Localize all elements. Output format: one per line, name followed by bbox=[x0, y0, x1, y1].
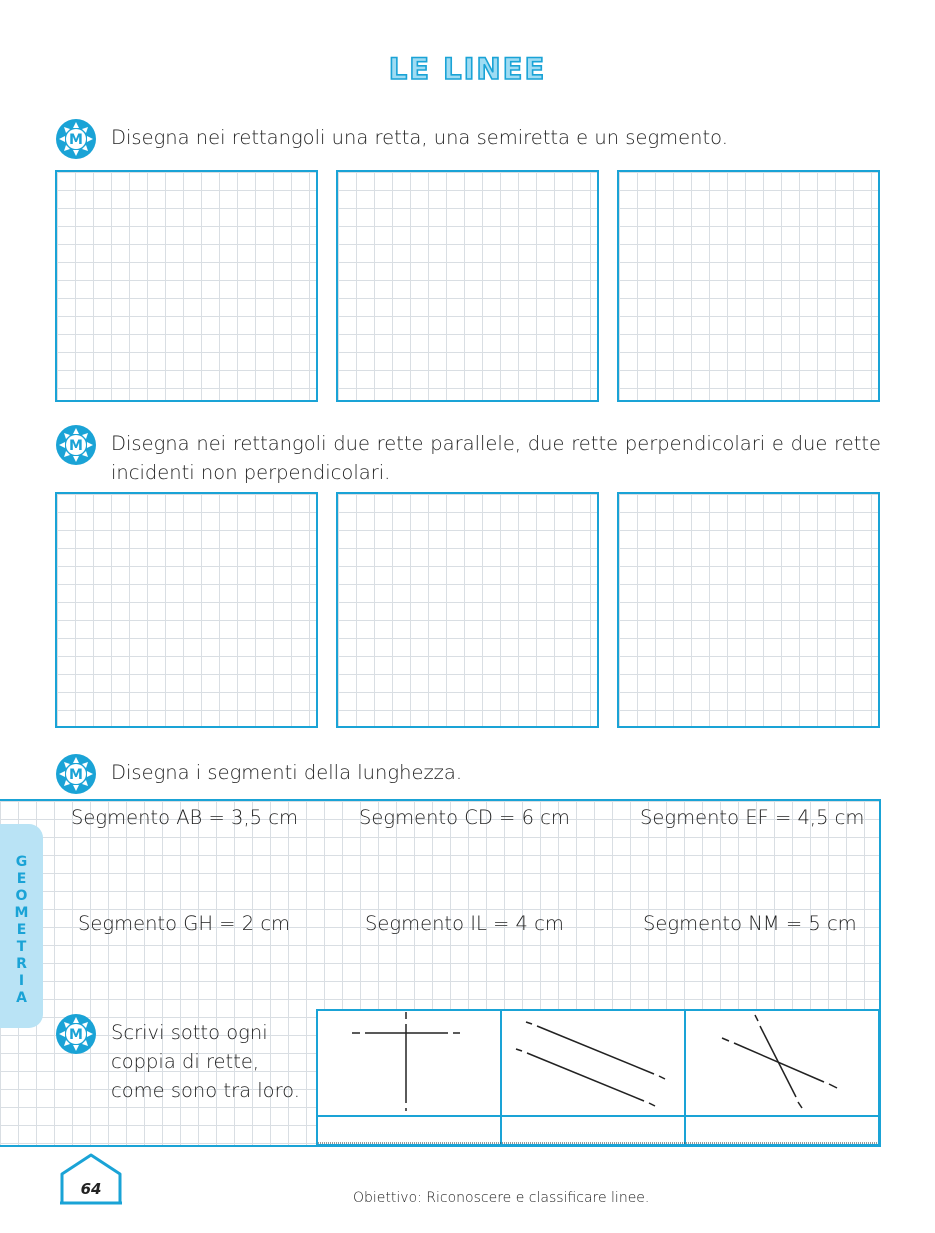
exercise-1-instruction bbox=[53, 116, 883, 162]
segment-gh-label: Segmento GH = 2 cm bbox=[78, 912, 291, 935]
side-tab-letter: T bbox=[16, 939, 27, 955]
side-tab-letter: I bbox=[18, 973, 25, 989]
line-pairs-table bbox=[316, 1009, 880, 1146]
side-tab-letter: E bbox=[16, 871, 27, 887]
segment-ef-label: Segmento EF = 4,5 cm bbox=[640, 806, 865, 829]
side-tab-label bbox=[0, 854, 43, 1007]
segment-il-label: Segmento IL = 4 cm bbox=[365, 912, 564, 935]
svg-text:M: M bbox=[69, 132, 83, 148]
exercise-3-text: Disegna i segmenti della lunghezza. bbox=[111, 761, 463, 784]
drawing-box-retta[interactable] bbox=[55, 170, 318, 402]
segment-ab-label: Segmento AB = 3,5 cm bbox=[71, 806, 298, 829]
page-number-badge bbox=[58, 1152, 124, 1206]
side-tab-letter: E bbox=[16, 922, 27, 938]
side-tab-letter: A bbox=[16, 990, 27, 1006]
segment-nm-label: Segmento NM = 5 cm bbox=[643, 912, 857, 935]
exercise-1-text: Disegna nei rettangoli una retta, una semiretta e un segmento. bbox=[111, 126, 728, 149]
method-badge-icon bbox=[53, 422, 99, 468]
side-tab-letter: M bbox=[14, 905, 29, 921]
segment-cd-label: Segmento CD = 6 cm bbox=[359, 806, 570, 829]
page-number: 64 bbox=[80, 1180, 102, 1198]
drawing-box-semiretta[interactable] bbox=[336, 170, 599, 402]
side-tab-geometria bbox=[0, 824, 43, 1028]
exercise-4-instruction bbox=[53, 1011, 313, 1105]
page-title: LE LINEE bbox=[388, 52, 547, 86]
side-tab-letter: R bbox=[16, 956, 27, 972]
drawing-box-incidenti[interactable] bbox=[617, 492, 880, 728]
svg-text:M: M bbox=[69, 1027, 83, 1043]
exercise-4-text: Scrivi sotto ogni coppia di rette, come sono tra loro. bbox=[111, 1021, 300, 1102]
side-tab-letter: O bbox=[15, 888, 28, 904]
method-badge-icon bbox=[53, 751, 99, 797]
drawing-box-segmento[interactable] bbox=[617, 170, 880, 402]
line-pairs-drawing bbox=[318, 1011, 878, 1144]
method-badge-icon bbox=[53, 116, 99, 162]
drawing-box-parallele[interactable] bbox=[55, 492, 318, 728]
method-badge-icon bbox=[53, 1011, 99, 1057]
svg-text:M: M bbox=[69, 767, 83, 783]
exercise-3-instruction bbox=[53, 751, 883, 797]
svg-text:M: M bbox=[69, 438, 83, 454]
side-tab-letter: G bbox=[15, 854, 28, 870]
exercise-2-instruction bbox=[53, 422, 883, 487]
exercise-2-text: Disegna nei rettangoli due rette parallele, due rette perpendicolari e due rette incidenti non perpendicolari. bbox=[111, 432, 881, 484]
footer-objective: Obiettivo: Riconoscere e classificare linee. bbox=[353, 1190, 650, 1206]
drawing-box-perpendicolari[interactable] bbox=[336, 492, 599, 728]
